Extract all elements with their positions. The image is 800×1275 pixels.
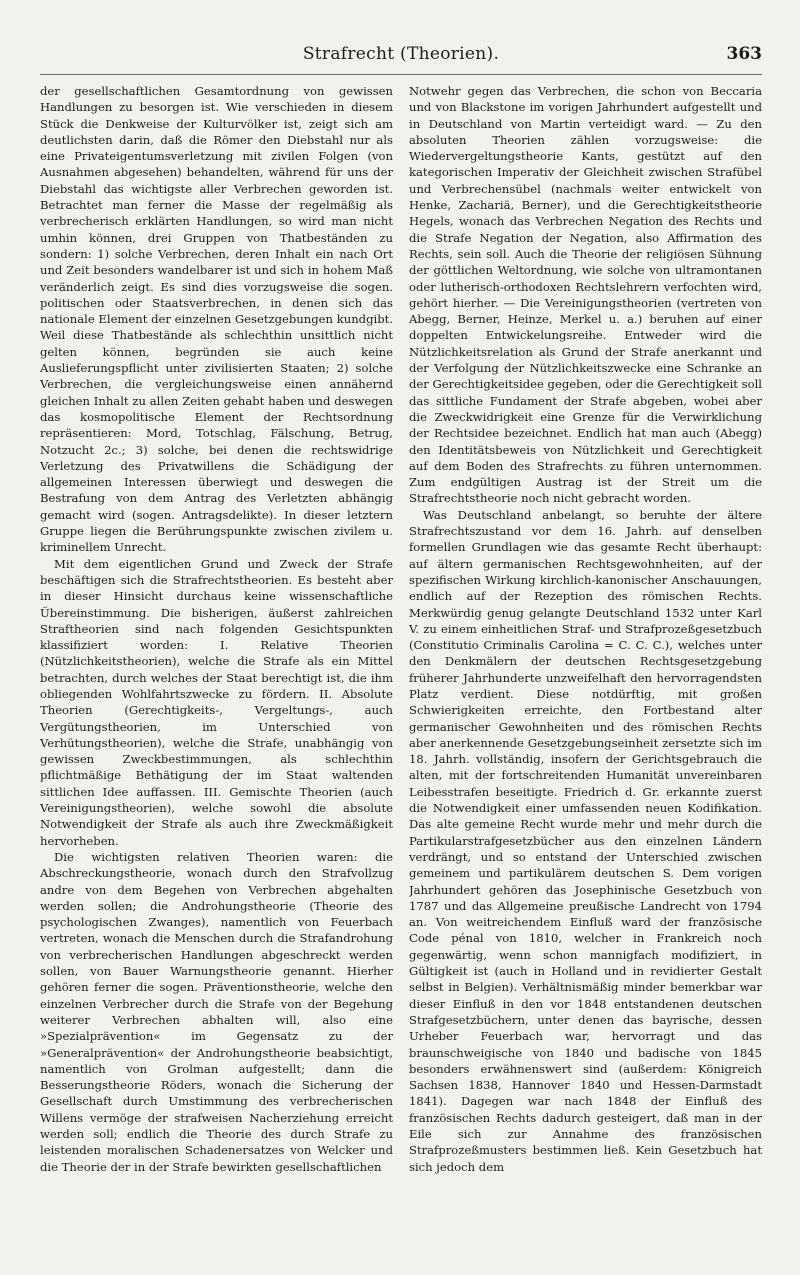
page-number: 363 bbox=[726, 44, 762, 64]
right-column bbox=[409, 83, 762, 1263]
paragraph: der gesellschaftlichen Gesamtordnung von gewissen Handlungen zu besorgen ist. Wie verschieden in diesem Stück die Denkweise der Kulturvölker ist, zeigt sich am deutlichsten darin, daß die Römer den Diebstahl nur als eine Privateigentumsverletzung mit zivilen Folgen (von Ausnahmen abgesehen) behandelten, während für uns der Diebstahl das wichtigste aller Verbrechen geworden ist. Betrachtet man ferner die Masse der regelmäßig als verbrecherisch erklärten Handlungen, so wird man nicht umhin können, drei Gruppen von Thatbeständen zu sondern: 1) solche Verbrechen, deren Inhalt ein nach Ort und Zeit besonders wandelbarer ist und sich in hohem Maß veränderlich zeigt. Es sind dies vorzugsweise die sogen. politischen oder Staatsverbrechen, in denen sich das nationale Element der einzelnen Gesetzgebungen kundgibt. Weil diese Thatbestände als schlechthin unsittlich nicht gelten können, begründen sie auch keine Auslieferungspflicht unter zivilisierten Staaten; 2) solche Verbrechen, die vergleichungsweise einen annähernd gleichen Inhalt zu allen Zeiten gehabt haben und deswegen das kosmopolitische Element der Rechtsordnung repräsentieren: Mord, Totschlag, Fälschung, Betrug, Notzucht 2c.; 3) solche, bei denen die rechtswidrige Verletzung des Privatwillens die Schädigung der allgemeinen Interessen überwiegt und deswegen die Bestrafung von dem Antrag des Verletzten abhängig gemacht wird (sogen. Antragsdelikte). In dieser letztern Gruppe liegen die Berührungspunkte zwischen zivilem u. kriminellem Unrecht. bbox=[40, 84, 393, 555]
text-columns bbox=[40, 83, 762, 1263]
paragraph: Mit dem eigentlichen Grund und Zweck der Strafe beschäftigen sich die Strafrechtstheorien. Es besteht aber in dieser Hinsicht durchaus keine wissenschaftliche Übereinstimmung. Die bisherigen, äußerst zahlreichen Straftheorien sind nach folgenden Gesichtspunkten klassifiziert worden: I. Relative Theorien (Nützlichkeitstheorien), welche die Strafe als ein Mittel betrachten, durch welches der Staat berechtigt ist, die ihm obliegenden Wohlfahrtszwecke zu fördern. II. Absolute Theorien (Gerechtigkeits-, Vergeltungs-, auch Vergütungstheorien, im Unterschied von Verhütungstheorien), welche die Strafe, unabhängig von gewissen Zweckbestimmungen, als schlechthin pflichtmäßige Bethätigung der im Staat waltenden sittlichen Idee auffassen. III. Gemischte Theorien (auch Vereinigungstheorien), welche sowohl die absolute Notwendigkeit der Strafe als auch ihre Zweckmäßigkeit hervorheben. bbox=[40, 556, 393, 848]
paragraph: Was Deutschland anbelangt, so beruhte der ältere Strafrechtszustand vor dem 16. Jahrh. auf denselben formellen Grundlagen wie das gesamte Recht überhaupt: auf ältern germanischen Rechtsgewohnheiten, auf der spezifischen Wirkung kirchlich-kanonischer Anschauungen, endlich auf der Rezeption des römischen Rechts. Merkwürdig genug gelangte Deutschland 1532 unter Karl V. zu einem einheitlichen Straf- und Strafprozeßgesetzbuch (Constitutio Criminalis Carolina = C. C. C.), welches unter den Denkmälern der deutschen Rechtsgesetzgebung früherer Jahrhunderte unzweifelhaft den hervorragendsten Platz verdient. Diese notdürftig, mit großen Schwierigkeiten erreichte, den Fortbestand alter germanischer Gewohnheiten und des römischen Rechts aber anerkennende Gesetzgebungseinheit zersetzte sich im 18. Jahrh. vollständig, insofern der Gerichtsgebrauch die alten, mit der fortschreitenden Humanität unvereinbaren Leibesstrafen beseitigte. Friedrich d. Gr. erkannte zuerst die Notwendigkeit einer umfassenden neuen Kodifikation. Das alte gemeine Recht wurde mehr und mehr durch die Partikularstrafgesetzbücher aus den einzelnen Ländern verdrängt, und so entstand der Unterschied zwischen gemeinem und partikulärem deutschen S. Dem vorigen Jahrhundert gehören das Josephinische Gesetzbuch von 1787 und das Allgemeine preußische Landrecht von 1794 an. Von weitreichendem Einfluß ward der französische Code pénal von 1810, welcher in Frankreich noch gegenwärtig, wenn schon mannigfach modifiziert, in Gültigkeit ist (auch in Holland und in revidierter Gestalt selbst in Belgien). Verhältnismäßig minder bemerkbar war dieser Einfluß in den vor 1848 entstandenen deutschen Strafgesetzbüchern, unter denen das bayrische, dessen Urheber Feuerbach war, hervorragt und das braunschweigische von 1840 und badische von 1845 besonders erwähnenswert sind (außerdem: Königreich Sachsen 1838, Hannover 1840 und Hessen-Darmstadt 1841). Dagegen war nach 1848 der Einfluß des französischen Rechts dadurch gesteigert, daß man in der Eile sich zur Annahme des französischen Strafprozeßmusters bestimmen ließ. Kein Gesetzbuch hat sich jedoch dem bbox=[409, 507, 762, 1174]
running-head: Strafrecht (Theorien). bbox=[302, 44, 500, 64]
page-header bbox=[40, 0, 762, 75]
left-column bbox=[40, 83, 393, 1263]
paragraph: Notwehr gegen das Verbrechen, die schon von Beccaria und von Blackstone im vorigen Jahrhundert aufgestellt und in Deutschland von Martin verteidigt ward. — Zu den absoluten Theorien zählen vorzugsweise: die Wiedervergeltungstheorie Kants, gestützt auf den kategorischen Imperativ der Gleichheit zwischen Strafübel und Verbrechensübel (nachmals weiter entwickelt von Henke, Zachariä, Berner), und die Gerechtigkeitstheorie Hegels, wonach das Verbrechen Negation des Rechts und die Strafe Negation der Negation, also Affirmation des Rechts, sein soll. Auch die Theorie der religiösen Sühnung der göttlichen Weltordnung, wie solche von ultramontanen oder lutherisch-orthodoxen Rechtslehrern verfochten wird, gehört hierher. — Die Vereinigungstheorien (vertreten von Abegg, Berner, Heinze, Merkel u. a.) beruhen auf einer doppelten Entwickelungsreihe. Entweder wird die Nützlichkeitsrelation als Grund der Strafe anerkannt und der Verfolgung der Nützlichkeitszwecke eine Schranke an der Gerechtigkeitsidee gegeben, oder die Gerechtigkeit soll das sittliche Fundament der Strafe abgeben, wobei aber die Zweckwidrigkeit eine Grenze für die Verwirklichung der Rechtsidee bezeichnet. Endlich hat man auch (Abegg) den Identitätsbeweis von Nützlichkeit und Gerechtigkeit auf dem Boden des Strafrechts zu führen unternommen. Zum endgültigen Austrag ist der Streit um die Strafrechtstheorie noch nicht gebracht worden. bbox=[409, 84, 762, 506]
paragraph: Die wichtigsten relativen Theorien waren: die Abschreckungstheorie, wonach durch den Strafvollzug andre von dem Begehen von Verbrechen abgehalten werden sollen; die Androhungstheorie (Theorie des psychologischen Zwanges), namentlich von Feuerbach vertreten, wonach die Menschen durch die Strafandrohung von verbrecherischen Handlungen abgeschreckt werden sollen, von Bauer Warnungstheorie genannt. Hierher gehören ferner die sogen. Präventionstheorie, welche den einzelnen Verbrecher durch die Strafe von der Begehung weiterer Verbrechen abhalten will, also eine »Spezialprävention« im Gegensatz zu der »Generalprävention« der Androhungstheorie beabsichtigt, namentlich von Grolman aufgestellt; dann die Besserungstheorie Röders, wonach die Sicherung der Gesellschaft durch Umstimmung des verbrecherischen Willens vermöge der strafweisen Nacherziehung erreicht werden soll; endlich die Theorie des durch Strafe zu leistenden moralischen Schadenersatzes von Welcker und die Theorie der in der Strafe bewirkten gesellschaftlichen bbox=[40, 849, 393, 1174]
